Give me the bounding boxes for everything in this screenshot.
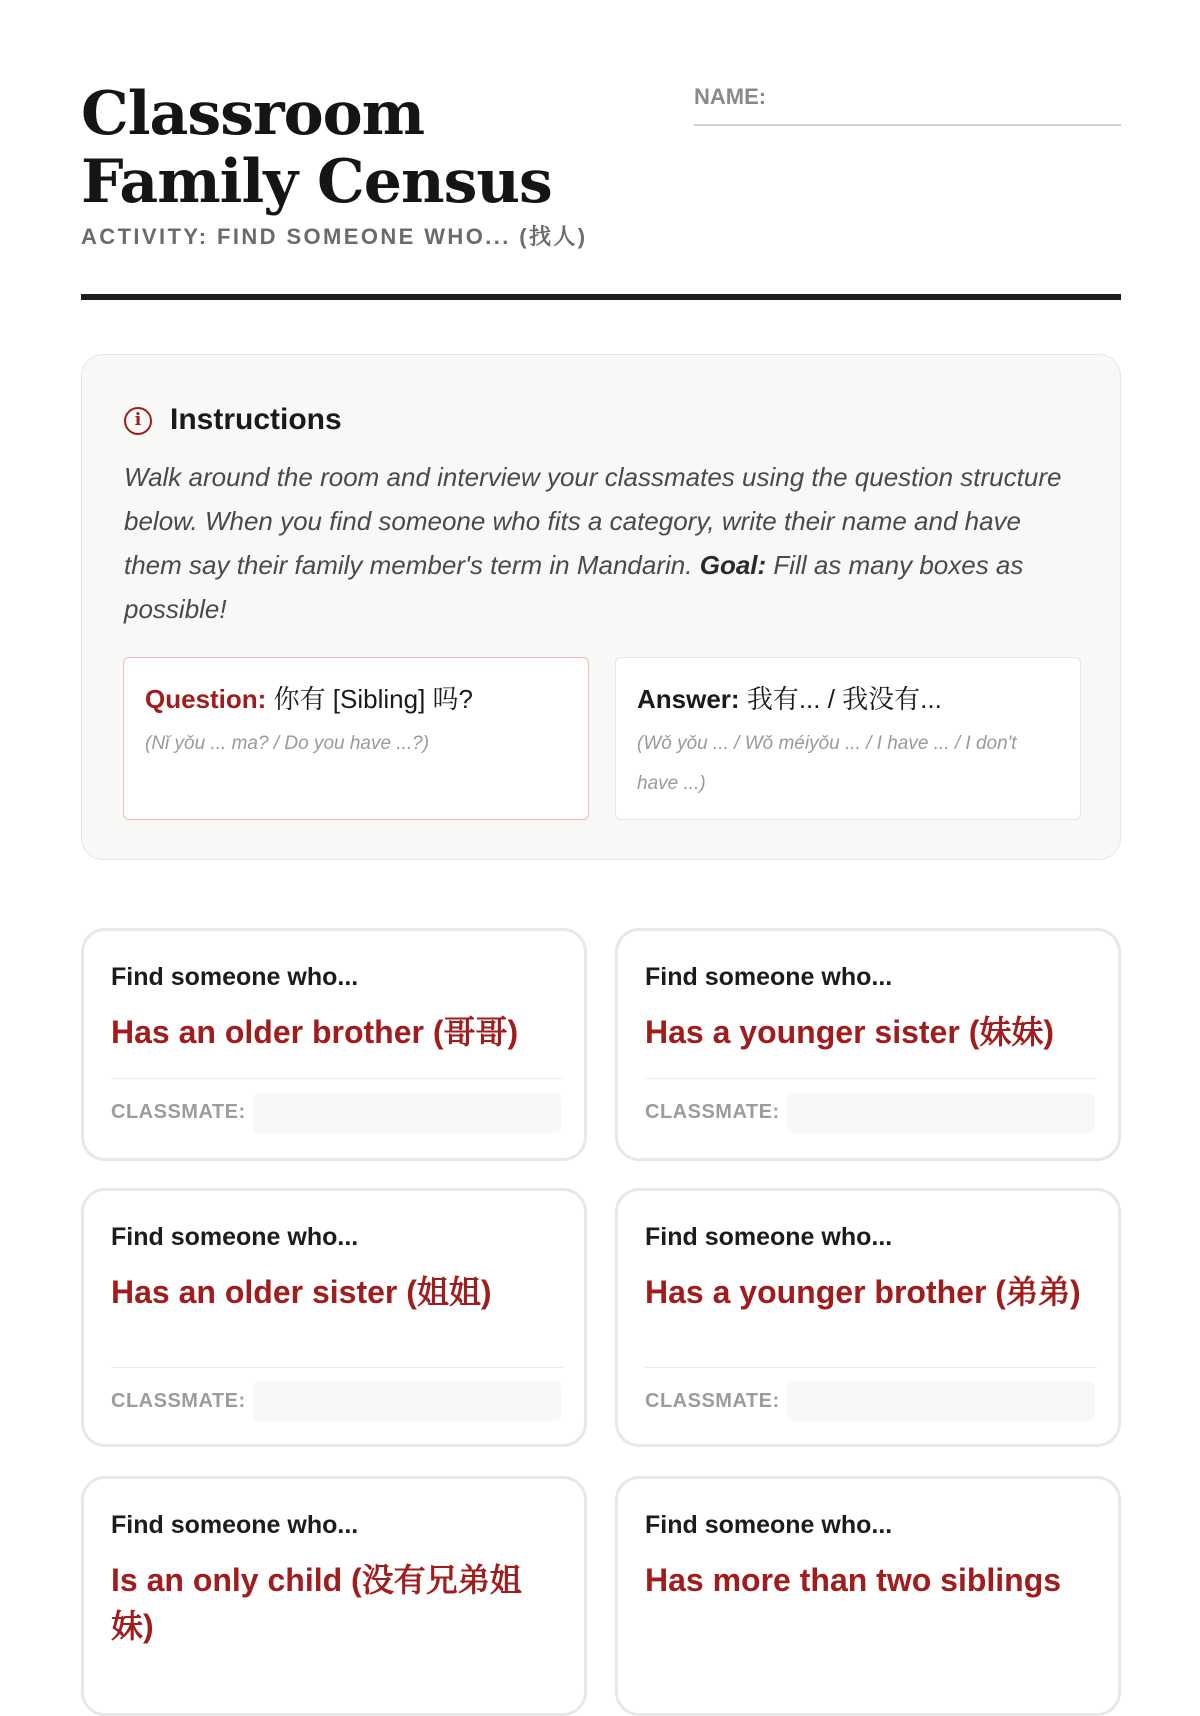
card-divider bbox=[645, 1367, 1097, 1368]
header bbox=[81, 80, 1121, 302]
answer-box bbox=[615, 657, 1081, 820]
name-field[interactable] bbox=[694, 80, 1121, 126]
classmate-input[interactable] bbox=[787, 1381, 1095, 1421]
card-target: Has more than two siblings bbox=[645, 1562, 1062, 1598]
instructions-panel bbox=[81, 354, 1121, 860]
card-target: Has an older sister (姐姐) bbox=[111, 1274, 492, 1310]
classmate-label: CLASSMATE: bbox=[645, 1390, 780, 1412]
card-target: Has a younger brother (弟弟) bbox=[645, 1274, 1081, 1310]
card-target: Has a younger sister (妹妹) bbox=[645, 1014, 1055, 1050]
answer-label: Answer: bbox=[637, 684, 740, 714]
name-label: NAME: bbox=[694, 84, 767, 109]
question-line bbox=[145, 682, 568, 716]
card-only-child bbox=[81, 1476, 587, 1716]
card-lead: Find someone who... bbox=[645, 1223, 893, 1251]
page-title: Classroom Family Census bbox=[81, 79, 552, 217]
card-divider bbox=[111, 1367, 563, 1368]
card-lead: Find someone who... bbox=[111, 963, 359, 991]
header-divider bbox=[81, 294, 1121, 300]
card-older-brother bbox=[81, 928, 587, 1161]
card-target: Has an older brother (哥哥) bbox=[111, 1014, 519, 1050]
classmate-label: CLASSMATE: bbox=[645, 1101, 780, 1123]
instructions-body: Walk around the room and interview your classmates using the question structure below. When you find someone who fits a category, write their name and have them say their family member's term in Mandarin. bbox=[124, 462, 1062, 580]
card-lead: Find someone who... bbox=[111, 1223, 359, 1251]
goal-label: Goal: bbox=[699, 550, 767, 580]
classmate-label: CLASSMATE: bbox=[111, 1390, 246, 1412]
instructions-text bbox=[124, 455, 1079, 631]
question-text: 你有 [Sibling] 吗? bbox=[273, 684, 473, 714]
card-lead: Find someone who... bbox=[111, 1511, 359, 1539]
card-lead: Find someone who... bbox=[645, 1511, 893, 1539]
card-divider bbox=[645, 1078, 1097, 1079]
question-box bbox=[123, 657, 589, 820]
classmate-label: CLASSMATE: bbox=[111, 1101, 246, 1123]
answer-text: 我有... / 我没有... bbox=[746, 684, 942, 714]
classmate-input[interactable] bbox=[787, 1093, 1095, 1133]
info-icon: i bbox=[124, 407, 152, 435]
goal-text: Fill as many boxes as possible! bbox=[124, 550, 1024, 624]
classmate-input[interactable] bbox=[253, 1381, 561, 1421]
question-label: Question: bbox=[145, 684, 267, 714]
card-target: Is an only child (没有兄弟姐妹) bbox=[111, 1562, 522, 1644]
classmate-input[interactable] bbox=[253, 1093, 561, 1133]
card-lead: Find someone who... bbox=[645, 963, 893, 991]
instructions-title: Instructions bbox=[170, 403, 342, 436]
answer-line bbox=[637, 682, 1060, 716]
activity-subtitle: ACTIVITY: FIND SOMEONE WHO... (找人) bbox=[81, 224, 588, 249]
card-more-than-two-siblings bbox=[615, 1476, 1121, 1716]
answer-translation: (Wǒ yǒu ... / Wǒ méiyǒu ... / I have ... / I don't have ...) bbox=[637, 733, 1017, 794]
question-translation: (Nǐ yǒu ... ma? / Do you have ...?) bbox=[145, 733, 430, 754]
card-younger-sister bbox=[615, 928, 1121, 1161]
card-older-sister bbox=[81, 1188, 587, 1447]
card-younger-brother bbox=[615, 1188, 1121, 1447]
card-divider bbox=[111, 1078, 563, 1079]
